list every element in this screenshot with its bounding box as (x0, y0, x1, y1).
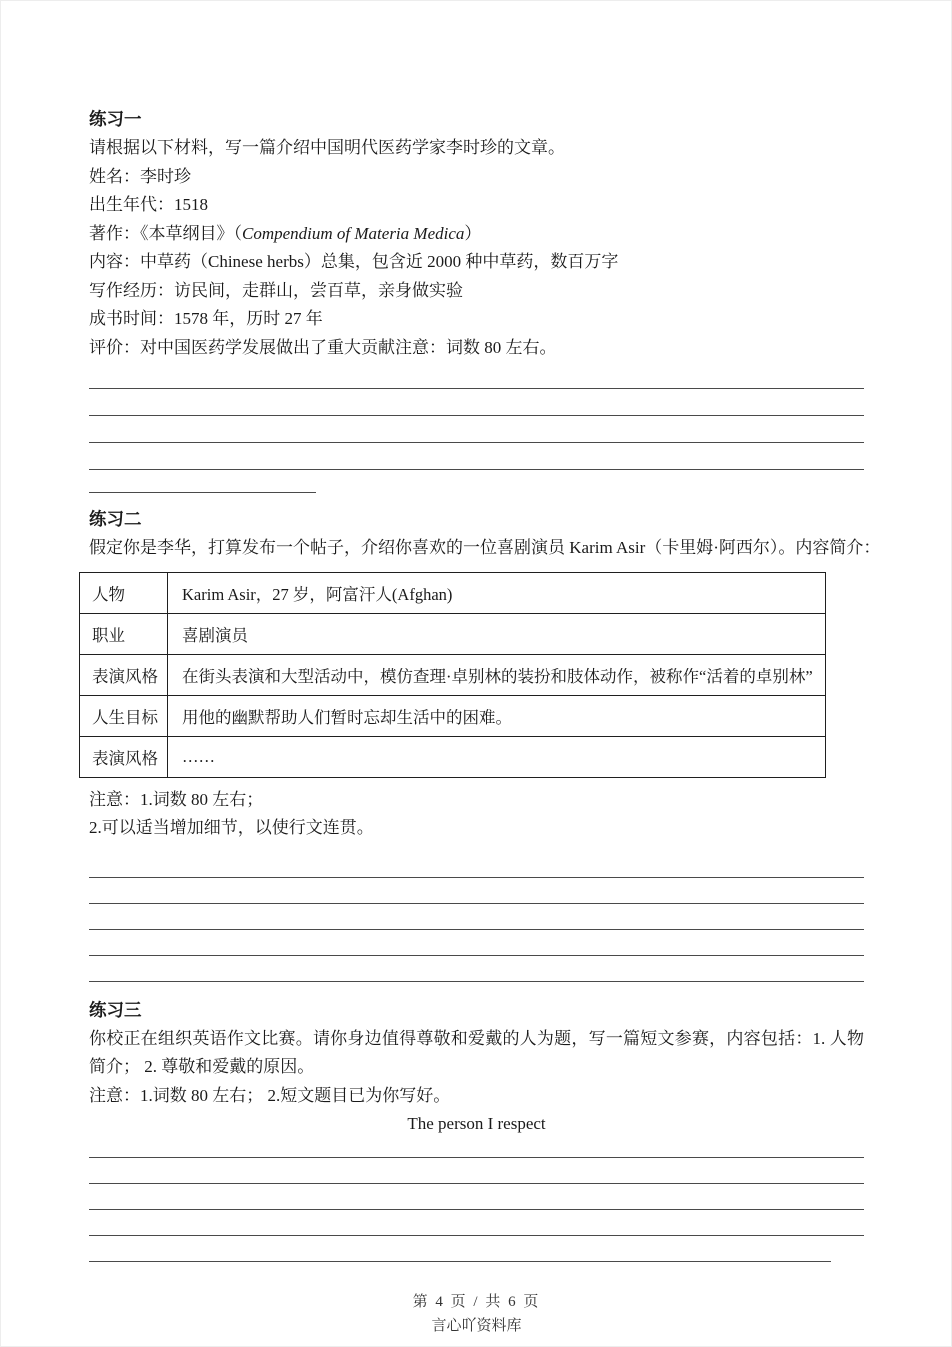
exercise1-title: 练习一 (89, 109, 142, 129)
table-cell-value: …… (168, 736, 826, 777)
exercise3-writing-area (89, 1139, 864, 1262)
page-number: 第 4 页 / 共 6 页 (412, 1293, 541, 1310)
writing-line (89, 878, 864, 904)
writing-line (89, 1184, 864, 1210)
exercise1-fact-experience: 写作经历：访民间，走群山，尝百草，亲身做实验 (89, 280, 463, 300)
writing-line (89, 443, 864, 470)
book-suffix: ） (464, 223, 482, 243)
table-cell-label: 表演风格 (80, 736, 168, 777)
table-row (80, 695, 826, 736)
writing-line (89, 956, 864, 982)
exercise1-fact-time: 成书时间：1578 年，历时 27 年 (89, 309, 323, 328)
exercise2-intro: 假定你是李华，打算发布一个帖子，介绍你喜欢的一位喜剧演员 Karim Asir（卡里姆·阿西尔）。内容简介： (89, 538, 881, 557)
writing-line (89, 1210, 864, 1236)
essay-title: The person I respect (407, 1114, 546, 1133)
writing-line (89, 852, 864, 878)
profile-table (79, 572, 826, 778)
exercise3-note: 注意：1.词数 80 左右； 2.短文题目已为你写好。 (89, 1085, 451, 1105)
footer-source: 言心吖资料库 (431, 1317, 522, 1334)
table-cell-value: Karim Asir，27 岁，阿富汗人(Afghan) (168, 572, 826, 613)
writing-line-short (89, 1236, 831, 1262)
page-content (89, 1, 881, 1338)
exercise1-intro: 请根据以下材料，写一篇介绍中国明代医药学家李时珍的文章。 (89, 138, 565, 157)
table-cell-value: 用他的幽默帮助人们暂时忘却生活中的困难。 (168, 695, 826, 736)
book-prefix: 著作：《本草纲目》（ (89, 223, 242, 243)
table-row (80, 736, 826, 777)
table-cell-value: 喜剧演员 (168, 613, 826, 654)
table-row (80, 654, 826, 695)
exercise2-title: 练习二 (89, 509, 142, 529)
table-row (80, 613, 826, 654)
exercise3-intro: 你校正在组织英语作文比赛。请你身边值得尊敬和爱戴的人为题，写一篇短文参赛，内容包括：1. 人物简介； 2. 尊敬和爱戴的原因。 (89, 1028, 864, 1076)
writing-line (89, 389, 864, 416)
exercise1-fact-birth: 出生年代：1518 (89, 195, 208, 214)
writing-line (89, 362, 864, 389)
table-cell-label: 职业 (80, 613, 168, 654)
exercise2-note2: 2.可以适当增加细节，以使行文连贯。 (89, 818, 374, 837)
book-title-italic: Compendium of Materia Medica (242, 223, 465, 243)
writing-line (89, 1139, 864, 1158)
writing-line (89, 904, 864, 930)
exercise1-fact-name: 姓名：李时珍 (89, 166, 191, 186)
writing-line (89, 416, 864, 443)
writing-line (89, 1158, 864, 1184)
exercise2-writing-area (89, 852, 864, 982)
table-cell-label: 人物 (80, 572, 168, 613)
table-cell-value: 在街头表演和大型活动中，模仿查理·卓别林的装扮和肢体动作，被称作“活着的卓别林” (168, 654, 826, 695)
exercise1-fact-content: 内容：中草药（Chinese herbs）总集，包含近 2000 种中草药，数百万字 (89, 252, 619, 271)
page-footer (89, 1290, 864, 1338)
exercise3-title: 练习三 (89, 999, 142, 1020)
table-cell-label: 表演风格 (80, 654, 168, 695)
exercise1-fact-book (89, 220, 864, 249)
exercise1-writing-area (89, 362, 864, 493)
table-row (80, 572, 826, 613)
writing-line-short (89, 470, 316, 493)
table-cell-label: 人生目标 (80, 695, 168, 736)
writing-line (89, 930, 864, 956)
exercise2-note1: 注意：1.词数 80 左右； (89, 789, 264, 809)
exercise1-fact-evaluation: 评价：对中国医药学发展做出了重大贡献注意：词数 80 左右。 (89, 337, 557, 357)
